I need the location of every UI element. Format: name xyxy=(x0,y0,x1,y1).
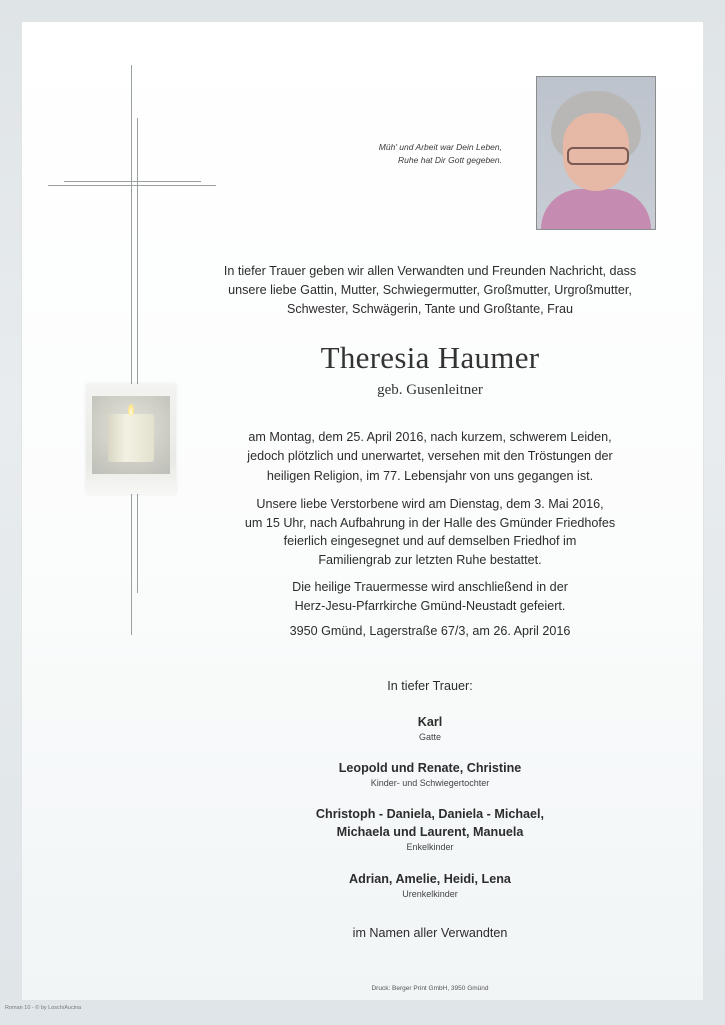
portrait-clothing xyxy=(541,189,651,230)
mourner-group xyxy=(150,870,710,900)
mourner-group xyxy=(150,759,710,789)
intro-line: Schwester, Schwägerin, Tante und Großtante, Frau xyxy=(286,302,574,316)
mourner-name: Karl xyxy=(417,715,443,729)
cross-horizontal-line-inner xyxy=(64,181,201,182)
flame-icon xyxy=(128,404,134,416)
text-line: Die heilige Trauermesse wird anschließend in der xyxy=(292,580,568,594)
mourner-name: Leopold und Renate, Christine xyxy=(338,761,522,775)
text-line: am Montag, dem 25. April 2016, nach kurzem, schwerem Leiden, xyxy=(248,430,612,444)
text-line: Herz-Jesu-Pfarrkirche Gmünd-Neustadt gefeiert. xyxy=(294,598,566,613)
text-line: Unsere liebe Verstorbene wird am Dienstag, dem 3. Mai 2016, xyxy=(256,497,604,511)
mourner-name: Michaela und Laurent, Manuela xyxy=(336,825,524,839)
cross-horizontal-line xyxy=(48,185,216,186)
maiden-name: geb. Gusenleitner xyxy=(377,382,483,398)
mourner-relation: Gatte xyxy=(418,732,441,742)
mourner-relation: Kinder- und Schwiegertochter xyxy=(370,778,490,788)
intro-line: In tiefer Trauer geben wir allen Verwandten und Freunden Nachricht, dass xyxy=(223,264,637,278)
mourner-name: Christoph - Daniela, Daniela - Michael, xyxy=(315,807,545,821)
text-line: heiligen Religion, im 77. Lebensjahr von uns gegangen ist. xyxy=(266,468,594,483)
mourner-name: Adrian, Amelie, Heidi, Lena xyxy=(349,872,511,886)
memorial-quote xyxy=(300,141,502,167)
grief-line: In tiefer Trauer: xyxy=(387,679,473,693)
quote-line: Müh' und Arbeit war Dein Leben, xyxy=(378,142,502,152)
death-details xyxy=(150,428,710,486)
portrait-photo xyxy=(536,76,656,230)
family-line: im Namen aller Verwandten xyxy=(352,926,508,940)
text-line: um 15 Uhr, nach Aufbahrung in der Halle des Gmünder Friedhofes xyxy=(244,515,616,530)
quote-line: Ruhe hat Dir Gott gegeben. xyxy=(398,155,502,165)
mourner-group xyxy=(150,713,710,743)
intro-line: unsere liebe Gattin, Mutter, Schwiegermutter, Großmutter, Urgroßmutter, xyxy=(228,283,632,297)
funeral-details xyxy=(150,495,710,569)
mourner-group xyxy=(150,805,710,853)
cross-vertical-line-inner xyxy=(137,118,138,593)
place-and-date: 3950 Gmünd, Lagerstraße 67/3, am 26. April 2016 xyxy=(289,624,571,638)
template-credit: Roman 10 - © by Losch/Aucina xyxy=(5,1005,82,1011)
deceased-name: Theresia Haumer xyxy=(320,340,540,375)
portrait-glasses xyxy=(567,147,629,165)
mass-details xyxy=(150,578,710,615)
mourner-relation: Enkelkinder xyxy=(406,842,454,852)
announcement-intro xyxy=(150,262,710,319)
text-line: Familiengrab zur letzten Ruhe bestattet. xyxy=(318,552,542,567)
text-line: jedoch plötzlich und unerwartet, versehen mit den Tröstungen der xyxy=(247,449,613,464)
candle-icon xyxy=(108,414,154,462)
cross-vertical-line xyxy=(131,65,132,635)
printer-credit: Druck: Berger Print GmbH, 3950 Gmünd xyxy=(371,985,489,992)
text-line: feierlich eingesegnet und auf demselben Friedhof im xyxy=(283,534,577,548)
mourner-relation: Urenkelkinder xyxy=(402,889,458,899)
